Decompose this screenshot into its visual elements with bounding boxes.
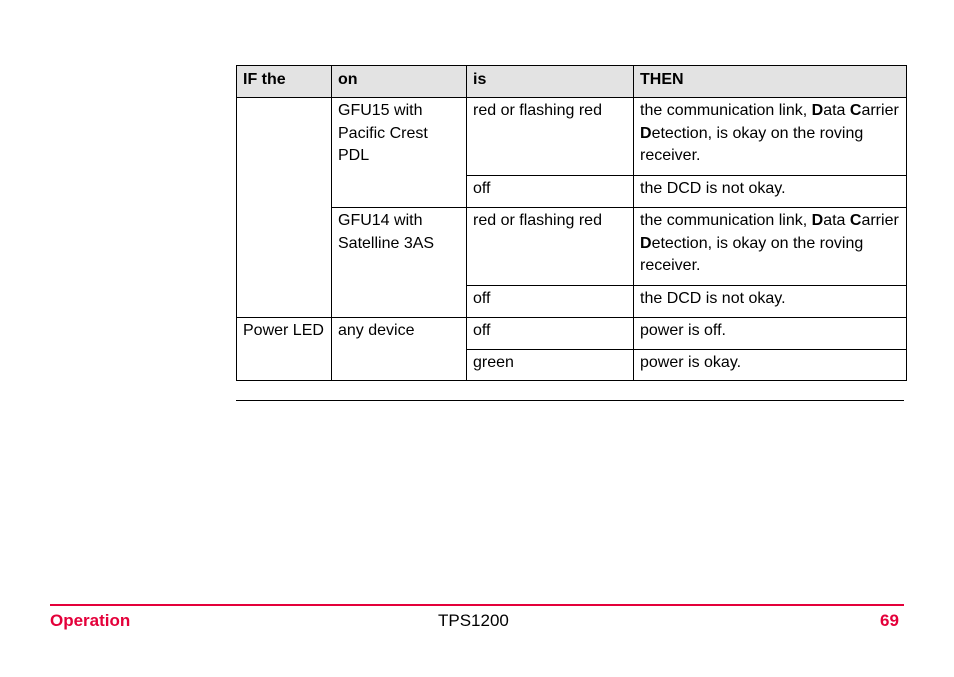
header-on: on [332, 66, 467, 98]
led-status-table [236, 65, 907, 381]
header-if: IF the [237, 66, 332, 98]
cell-then: the DCD is not okay. [634, 286, 907, 318]
then-text: the communication link, [640, 102, 812, 119]
then-text: the communication link, [640, 212, 812, 229]
footer-section-title: Operation [50, 611, 131, 630]
then-bold-letter: D [640, 234, 652, 252]
footer-rule [50, 604, 904, 606]
cell-is: red or flashing red [467, 208, 634, 286]
cell-if: Power LED [237, 318, 332, 381]
cell-is: off [467, 318, 634, 350]
cell-is: off [467, 176, 634, 208]
cell-is: red or flashing red [467, 98, 634, 176]
then-text: arrier [861, 212, 899, 229]
then-bold-letter: D [640, 124, 652, 142]
cell-is: green [467, 350, 634, 381]
then-bold-letter: D [811, 212, 824, 229]
cell-then: power is okay. [634, 350, 907, 381]
cell-then [634, 98, 907, 176]
then-text: etection, is okay on the roving receiver. [640, 234, 864, 274]
table-row [237, 208, 907, 286]
then-bold-letter: D [811, 102, 824, 119]
footer-page-number: 69 [880, 611, 899, 630]
table-row [237, 318, 907, 350]
then-text: arrier [861, 102, 899, 119]
then-text: etection, is okay on the roving receiver. [640, 124, 864, 164]
then-text: ata [823, 212, 850, 229]
cell-device: GFU15 with Pacific Crest PDL [332, 98, 467, 208]
header-then: THEN [634, 66, 907, 98]
cell-then: power is off. [634, 318, 907, 350]
then-text: ata [823, 102, 850, 119]
then-bold-letter: C [849, 212, 862, 229]
table-row [237, 98, 907, 176]
cell-then: the DCD is not okay. [634, 176, 907, 208]
then-bold-letter: C [849, 102, 862, 119]
header-is: is [467, 66, 634, 98]
cell-then [634, 208, 907, 286]
cell-device: GFU14 with Satelline 3AS [332, 208, 467, 318]
table-header-row [237, 66, 907, 98]
footer-product-name: TPS1200 [438, 611, 509, 630]
cell-device: any device [332, 318, 467, 381]
section-divider [236, 400, 904, 401]
cell-if-empty [237, 98, 332, 318]
cell-is: off [467, 286, 634, 318]
